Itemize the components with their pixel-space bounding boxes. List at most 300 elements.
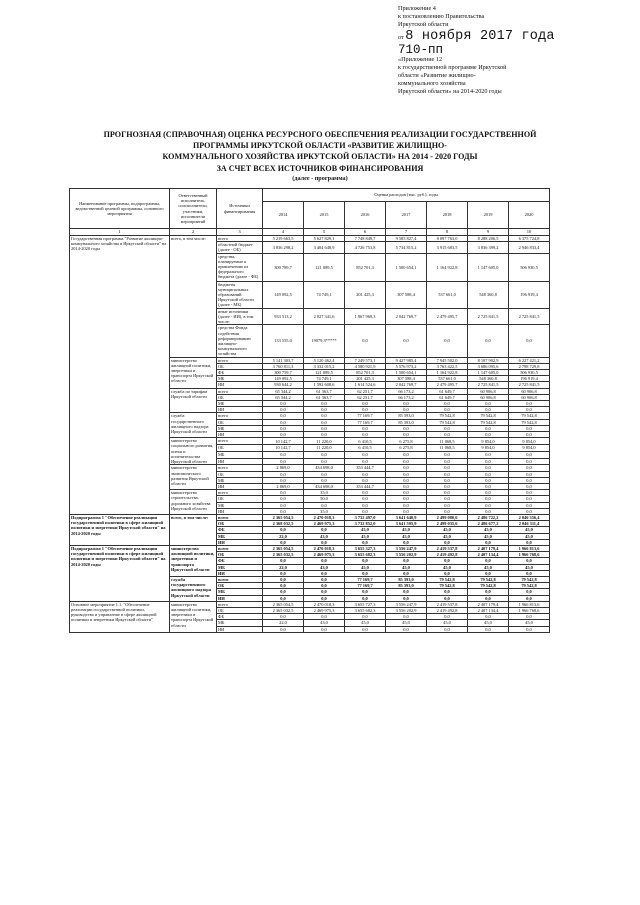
amount-cell: 0,0 <box>468 508 509 514</box>
amount-cell: 1 592 608,6 <box>304 382 345 388</box>
amount-cell: 2 725 841,5 <box>509 308 550 325</box>
title-line: КОММУНАЛЬНОГО ХОЗЯЙСТВА ИРКУТСКОЙ ОБЛАСТИ» НА 2014 - 2020 ГОДЫ <box>162 152 478 162</box>
amount-cell: 933 513,2 <box>263 308 304 325</box>
funding-source: всего <box>217 601 263 607</box>
amount-cell: 0,0 <box>427 407 468 413</box>
funding-source: ИИ <box>217 407 263 413</box>
amount-cell: 0,0 <box>386 595 427 601</box>
amount-cell: 0,0 <box>263 401 304 407</box>
amount-cell: 548 360,8 <box>468 376 509 382</box>
amount-cell: 0,0 <box>509 595 550 601</box>
amount-cell: 3 686 095,6 <box>468 363 509 369</box>
amount-cell: 45,0 <box>427 527 468 533</box>
amount-cell: 0,0 <box>304 451 345 458</box>
funding-source: МБ <box>217 401 263 407</box>
amount-cell: 0,0 <box>386 407 427 413</box>
header-line: «Приложение 12 <box>398 55 443 63</box>
amount-cell: 1 614 524,6 <box>345 382 386 388</box>
amount-cell: 22,0 <box>263 620 304 626</box>
amount-cell: 0,0 <box>509 558 550 564</box>
executor-name: всего, в том числе: <box>170 236 217 358</box>
amount-cell: 0,0 <box>427 477 468 483</box>
amount-cell: 0,0 <box>345 458 386 465</box>
funding-source: ИИ <box>217 432 263 438</box>
amount-cell: 9 427 985,4 <box>386 357 427 363</box>
funding-source: ФБ <box>217 558 263 564</box>
amount-cell: 0,0 <box>468 490 509 496</box>
amount-cell: 60 906,8 <box>509 388 550 394</box>
amount-cell: 0,0 <box>427 502 468 508</box>
executor-name: всего, в том числе: <box>170 514 217 545</box>
amount-cell: 0,0 <box>345 407 386 413</box>
amount-cell: 9 854,0 <box>468 445 509 452</box>
amount-cell: 0,0 <box>468 483 509 489</box>
funding-source: всего <box>217 388 263 394</box>
amount-cell: 434 698,0 <box>304 483 345 489</box>
amount-cell: 0,0 <box>386 477 427 483</box>
title-line: ПРОГНОЗНАЯ (СПРАВОЧНАЯ) ОЦЕНКА РЕСУРСНОГО ОБЕСПЕЧЕНИЯ РЕАЛИЗАЦИИ ГОСУДАРСТВЕННОЙ <box>103 130 537 139</box>
amount-cell: 0,0 <box>509 614 550 620</box>
amount-cell: 0,0 <box>509 496 550 502</box>
amount-cell: 0,0 <box>386 483 427 489</box>
funding-source: МБ <box>217 533 263 539</box>
amount-cell: 3 556 202,9 <box>386 552 427 558</box>
amount-cell: 45,0 <box>345 527 386 533</box>
funding-source: ОБ <box>217 445 263 452</box>
amount-cell: 2 725 841,5 <box>468 382 509 388</box>
funding-source: МБ <box>217 564 263 570</box>
amount-cell: 0,0 <box>263 527 304 533</box>
amount-cell: 0,0 <box>468 570 509 576</box>
amount-cell: 3 836 298,2 <box>263 242 304 253</box>
year-header: 2015 <box>304 202 345 229</box>
amount-cell: 149 092,5 <box>263 376 304 382</box>
year-header: 2016 <box>345 202 386 229</box>
amount-cell: 1 966 813,6 <box>509 545 550 551</box>
funding-source: ФБ <box>217 370 263 376</box>
amount-cell: 79 542,8 <box>427 413 468 419</box>
amount-cell: 6 275,8 <box>386 445 427 452</box>
amount-cell: 0,0 <box>263 471 304 477</box>
funding-source: областной бюджет (далее - ОБ) <box>217 242 263 253</box>
amount-cell: 0,0 <box>386 465 427 471</box>
amount-cell: 0,0 <box>304 583 345 589</box>
amount-cell: 10 142,7 <box>263 438 304 445</box>
amount-cell: 61 649,7 <box>427 394 468 400</box>
amount-cell: 6 410,5 <box>345 438 386 445</box>
amount-cell: 45,0 <box>386 564 427 570</box>
amount-cell: 5 219 663,5 <box>263 236 304 242</box>
amount-cell: 0,0 <box>386 589 427 595</box>
amount-cell: 0,0 <box>386 508 427 514</box>
header-line: области «Развитие жилищно- <box>398 72 476 80</box>
amount-cell: 2 479 495,7 <box>427 382 468 388</box>
year-header: 2018 <box>427 202 468 229</box>
amount-cell: 0,0 <box>427 483 468 489</box>
amount-cell: 0,0 <box>386 458 427 465</box>
amount-cell: 2 365 054,5 <box>263 545 304 551</box>
amount-cell: 0,0 <box>304 477 345 483</box>
amount-cell: 11 068,5 <box>427 445 468 452</box>
funding-source: МБ <box>217 502 263 508</box>
amount-cell: 0,0 <box>427 432 468 438</box>
executor-name: министерство строительства, дорожного хозяйства Иркутской области <box>170 490 217 515</box>
amount-cell: 506 930,5 <box>509 370 550 376</box>
amount-cell: 196 919,4 <box>509 281 550 308</box>
amount-cell: 62 251,7 <box>345 394 386 400</box>
funding-source: ОБ <box>217 471 263 477</box>
amount-cell: 0,0 <box>345 539 386 545</box>
amount-cell: 0,0 <box>304 589 345 595</box>
amount-cell: 0,0 <box>263 407 304 413</box>
amount-cell: 1 966 768,6 <box>509 552 550 558</box>
amount-cell: 0,0 <box>304 539 345 545</box>
amount-cell: 2 365 032,5 <box>263 552 304 558</box>
amount-cell: 0,0 <box>427 471 468 477</box>
amount-cell: 2 725 841,5 <box>509 382 550 388</box>
funding-source: всего <box>217 236 263 242</box>
amount-cell: 0,0 <box>386 490 427 496</box>
funding-table <box>69 188 550 633</box>
amount-cell: 0,0 <box>509 589 550 595</box>
amount-cell: 0,0 <box>304 558 345 564</box>
funding-source: ФБ <box>217 614 263 620</box>
amount-cell: 0,0 <box>509 570 550 576</box>
funding-source: бюджеты муниципальных образований Иркутской области (далее - МБ) <box>217 281 263 308</box>
amount-cell: 79 542,8 <box>427 576 468 582</box>
amount-cell: 537 661,0 <box>427 376 468 382</box>
amount-cell: 2 470 018,3 <box>304 514 345 520</box>
amount-cell: 0,0 <box>386 471 427 477</box>
amount-cell: 2 407 134,4 <box>468 607 509 613</box>
date-value: 8 ноября 2017 года <box>405 28 555 44</box>
amount-cell: 1 500 654,1 <box>386 253 427 281</box>
amount-cell: 0,0 <box>345 626 386 632</box>
amount-cell: 79 542,8 <box>509 576 550 582</box>
amount-cell: 2 407 134,4 <box>468 552 509 558</box>
amount-cell: 2 869,0 <box>263 465 304 471</box>
amount-cell: 65 344,2 <box>263 394 304 400</box>
column-number: 2 <box>170 229 217 236</box>
funding-source: ОБ <box>217 363 263 369</box>
funding-source: всего <box>217 514 263 520</box>
amount-cell: 3 655 327,3 <box>345 545 386 551</box>
amount-cell: 0,0 <box>386 539 427 545</box>
amount-cell: 0,0 <box>468 502 509 508</box>
amount-cell: 0,0 <box>263 413 304 419</box>
amount-cell: 2 499 035,6 <box>427 521 468 527</box>
col-head-source: Источники финансирования <box>217 189 263 229</box>
amount-cell: 8 107 902,9 <box>468 357 509 363</box>
executor-name: министерство жилищной политики, энергетики и транспорта Иркутской области <box>170 357 217 388</box>
amount-cell: 11 220,0 <box>304 438 345 445</box>
amount-cell: 0,0 <box>345 558 386 564</box>
amount-cell: 1 966 768,6 <box>509 607 550 613</box>
table-head <box>70 189 550 236</box>
amount-cell: 0,0 <box>304 432 345 438</box>
amount-cell: 307 588,4 <box>386 281 427 308</box>
amount-cell: 0,0 <box>263 614 304 620</box>
amount-cell: 2 407 179,4 <box>468 601 509 607</box>
amount-cell: 0,0 <box>427 614 468 620</box>
header-line: к постановлению Правительства <box>398 13 485 21</box>
amount-cell: 45,0 <box>386 620 427 626</box>
amount-cell: 0,0 <box>427 539 468 545</box>
amount-cell: 6 375 724,8 <box>509 236 550 242</box>
amount-cell: 43,0 <box>304 620 345 626</box>
amount-cell: 0,0 <box>468 425 509 431</box>
funding-source: ИИ <box>217 570 263 576</box>
amount-cell: 5 627 829,1 <box>304 236 345 242</box>
column-number: 6 <box>345 229 386 236</box>
amount-cell: 0,0 <box>468 407 509 413</box>
amount-cell: 0,0 <box>427 508 468 514</box>
program-name: Государственная программа "Развитие жилищно-коммунального хозяйства в Иркутской области" на 2014-2020 годы <box>70 236 170 515</box>
amount-cell: 0,0 <box>427 496 468 502</box>
amount-cell: 79 542,8 <box>427 583 468 589</box>
amount-cell: 2 419 492,8 <box>427 607 468 613</box>
amount-cell: 2 499 080,6 <box>427 514 468 520</box>
funding-source: МБ <box>217 451 263 458</box>
amount-cell: 19079,3***** <box>304 325 345 357</box>
funding-source: ИИ <box>217 539 263 545</box>
amount-cell: 2 946 833,4 <box>509 242 550 253</box>
funding-source: средства Фонда содействия реформированию жилищно-коммунального хозяйства <box>217 325 263 357</box>
decree-date <box>398 30 634 44</box>
funding-source: всего <box>217 413 263 419</box>
amount-cell: 45,0 <box>386 533 427 539</box>
amount-cell: 0,0 <box>386 626 427 632</box>
amount-cell: 0,0 <box>263 496 304 502</box>
funding-source: ИИ <box>217 458 263 465</box>
program-name: Подпрограмма 1 "Обеспечение реализации государственной политики в сфере жилищной политики и энергетики Иркутской области" на 2014-2020 годы <box>70 514 170 545</box>
amount-cell: 45,0 <box>345 620 386 626</box>
amount-cell: 0,0 <box>345 589 386 595</box>
amount-cell: 0,0 <box>345 570 386 576</box>
amount-cell: 1 164 922,8 <box>427 253 468 281</box>
funding-source: всего <box>217 545 263 551</box>
amount-cell: 3 641 640,9 <box>386 514 427 520</box>
executor-name: служба по тарифам Иркутской области <box>170 388 217 413</box>
amount-cell: 548 360,8 <box>468 281 509 308</box>
amount-cell: 0,0 <box>427 595 468 601</box>
amount-cell: 3 655 682,3 <box>345 607 386 613</box>
amount-cell: 300 789,7 <box>263 253 304 281</box>
amount-cell: 0,0 <box>263 419 304 425</box>
amount-cell: 0,0 <box>345 401 386 407</box>
funding-source: МБ <box>217 620 263 626</box>
header-line: Иркутской области <box>398 21 449 29</box>
amount-cell: 2 365 032,5 <box>263 607 304 613</box>
amount-cell: 45,0 <box>468 620 509 626</box>
funding-source: ОБ <box>217 552 263 558</box>
title-line: ЗА СЧЕТ ВСЕХ ИСТОЧНИКОВ ФИНАНСИРОВАНИЯ <box>216 163 424 173</box>
column-number: 8 <box>427 229 468 236</box>
amount-cell: 45,0 <box>468 533 509 539</box>
amount-cell: 45,0 <box>509 527 550 533</box>
amount-cell: 0,0 <box>304 419 345 425</box>
amount-cell: 0,0 <box>427 490 468 496</box>
amount-cell: 0,0 <box>263 458 304 465</box>
col-head-program: Наименование программы, подпрограммы, ведомственной целевой программы, основного мероприятия <box>70 189 170 229</box>
year-header: 2020 <box>509 202 550 229</box>
amount-cell: 0,0 <box>386 325 427 357</box>
amount-cell: 196 919,4 <box>509 376 550 382</box>
amount-cell: 2 042 769,7 <box>386 382 427 388</box>
amount-cell: 0,0 <box>386 570 427 576</box>
amount-cell: 35,0 <box>304 508 345 514</box>
amount-cell: 60 906,8 <box>468 394 509 400</box>
amount-cell: 8 097 763,0 <box>427 236 468 242</box>
amount-cell: 0,0 <box>509 490 550 496</box>
amount-cell: 45,0 <box>509 620 550 626</box>
funding-source: всего <box>217 357 263 363</box>
amount-cell: 0,0 <box>386 496 427 502</box>
program-name: Основное мероприятие 1.1. "Обеспечение реализации государственной политики, руководство и управление в сфере жилищной политики и энергетики Иркутской области" <box>70 601 170 632</box>
amount-cell: 61 649,7 <box>427 388 468 394</box>
amount-cell: 74 749,1 <box>304 376 345 382</box>
amount-cell: 0,0 <box>386 425 427 431</box>
header-line: коммунального хозяйства <box>398 80 466 88</box>
amount-cell: 79 542,8 <box>468 583 509 589</box>
amount-cell: 7 945 502,0 <box>427 357 468 363</box>
amount-cell: 7 249 573,1 <box>345 357 386 363</box>
funding-source: ОБ <box>217 419 263 425</box>
amount-cell: 85 393,0 <box>386 413 427 419</box>
amount-cell: 1 500 654,1 <box>386 370 427 376</box>
amount-cell: 0,0 <box>304 407 345 413</box>
amount-cell: 2 419 537,8 <box>427 601 468 607</box>
executor-name: министерство жилищной политики, энергетики и транспорта Иркутской области <box>170 601 217 632</box>
amount-cell: 0,0 <box>386 558 427 564</box>
funding-source: всего <box>217 576 263 582</box>
amount-cell: 10 142,7 <box>263 445 304 452</box>
amount-cell: 0,0 <box>468 626 509 632</box>
document-subtitle: (далее - программа) <box>292 175 348 182</box>
amount-cell: 0,0 <box>509 539 550 545</box>
amount-cell: 0,0 <box>345 614 386 620</box>
amount-cell: 0,0 <box>509 502 550 508</box>
amount-cell: 11 068,5 <box>427 438 468 445</box>
executor-name: служба государственного жилищного надзора Иркутской области <box>170 576 217 601</box>
executor-name: министерство жилищной политики, энергетики и транспорта Иркутской области <box>170 545 217 576</box>
amount-cell: 45,0 <box>386 527 427 533</box>
amount-cell: 2 486 677,2 <box>468 521 509 527</box>
amount-cell: 79 542,8 <box>509 413 550 419</box>
amount-cell: 9 585 827,4 <box>386 236 427 242</box>
year-header: 2017 <box>386 202 427 229</box>
amount-cell: 2 479 495,7 <box>427 308 468 325</box>
amount-cell: 11 220,0 <box>304 445 345 452</box>
amount-cell: 66 173,2 <box>386 388 427 394</box>
amount-cell: 0,0 <box>468 465 509 471</box>
amount-cell: 0,0 <box>263 425 304 431</box>
amount-cell: 79 542,8 <box>468 413 509 419</box>
funding-source: МБ <box>217 376 263 382</box>
amount-cell: 201 425,3 <box>345 281 386 308</box>
amount-cell: 0,0 <box>386 401 427 407</box>
amount-cell: 77 169,7 <box>345 583 386 589</box>
amount-cell: 77 169,7 <box>345 576 386 582</box>
amount-cell: 61 363,7 <box>304 388 345 394</box>
amount-cell: 79 542,8 <box>427 419 468 425</box>
funding-source: иные источники (далее - ИИ), в том числе: <box>217 308 263 325</box>
funding-source: ОБ <box>217 521 263 527</box>
decree-number: 710-пп <box>398 42 444 57</box>
funding-source: МБ <box>217 477 263 483</box>
document-title <box>70 129 570 174</box>
amount-cell: 0,0 <box>427 325 468 357</box>
amount-cell: 0,0 <box>263 477 304 483</box>
amount-cell: 7 748 849,7 <box>345 236 386 242</box>
executor-name: служба государственного жилищного надзора Иркутской области <box>170 413 217 438</box>
amount-cell: 149 092,5 <box>263 281 304 308</box>
amount-cell: 5 576 973,2 <box>386 363 427 369</box>
amount-cell: 0,0 <box>468 471 509 477</box>
amount-cell: 0,0 <box>509 325 550 357</box>
program-name: Подпрограмма 1 "Обеспечение реализации государственной политики в сфере жилищной политики и энергетики Иркутской области" на 2014-2020 годы <box>70 545 170 601</box>
amount-cell: 0,0 <box>509 425 550 431</box>
amount-cell: 852 701,3 <box>345 370 386 376</box>
header-line: к государственной программе Иркутской <box>398 63 507 71</box>
amount-cell: 2 046 311,4 <box>509 521 550 527</box>
col-head-estimate: Оценка расходов (тыс. руб.), годы <box>263 189 550 202</box>
amount-cell: 4 580 921,9 <box>345 363 386 369</box>
amount-cell: 3 404 648,9 <box>304 242 345 253</box>
amount-cell: 0,0 <box>263 570 304 576</box>
amount-cell: 60 906,8 <box>509 394 550 400</box>
amount-cell: 2 869,0 <box>263 483 304 489</box>
amount-cell: 0,0 <box>468 325 509 357</box>
amount-cell: 0,0 <box>509 626 550 632</box>
amount-cell: 22,0 <box>263 533 304 539</box>
amount-cell: 0,0 <box>509 483 550 489</box>
amount-cell: 0,0 <box>263 502 304 508</box>
amount-cell: 2 469 975,3 <box>304 552 345 558</box>
amount-cell: 2 469 975,3 <box>304 607 345 613</box>
amount-cell: 65 344,2 <box>263 388 304 394</box>
column-number: 9 <box>468 229 509 236</box>
amount-cell: 77 169,7 <box>345 413 386 419</box>
amount-cell: 0,0 <box>386 502 427 508</box>
amount-cell: 0,0 <box>304 401 345 407</box>
amount-cell: 0,0 <box>427 558 468 564</box>
amount-cell: 22,0 <box>263 564 304 570</box>
amount-cell: 0,0 <box>304 570 345 576</box>
amount-cell: 0,0 <box>345 451 386 458</box>
amount-cell: 3 732 852,0 <box>345 521 386 527</box>
amount-cell: 45,0 <box>509 564 550 570</box>
amount-cell: 79 542,8 <box>509 419 550 425</box>
amount-cell: 1 164 922,8 <box>427 370 468 376</box>
amount-cell: 3 332 015,2 <box>304 363 345 369</box>
amount-cell: 353 444,7 <box>345 465 386 471</box>
amount-cell: 45,0 <box>468 527 509 533</box>
amount-cell: 0,0 <box>509 451 550 458</box>
amount-cell: 0,0 <box>345 425 386 431</box>
amount-cell: 434 698,0 <box>304 465 345 471</box>
amount-cell: 2 407 179,4 <box>468 545 509 551</box>
amount-cell: 9 854,0 <box>509 445 550 452</box>
amount-cell: 0,0 <box>427 626 468 632</box>
amount-cell: 0,0 <box>345 432 386 438</box>
amount-cell: 45,0 <box>345 533 386 539</box>
amount-cell: 0,0 <box>304 595 345 601</box>
amount-cell: 353 444,7 <box>345 483 386 489</box>
amount-cell: 43,0 <box>304 533 345 539</box>
amount-cell: 3 915 683,5 <box>427 242 468 253</box>
amount-cell: 0,0 <box>386 614 427 620</box>
